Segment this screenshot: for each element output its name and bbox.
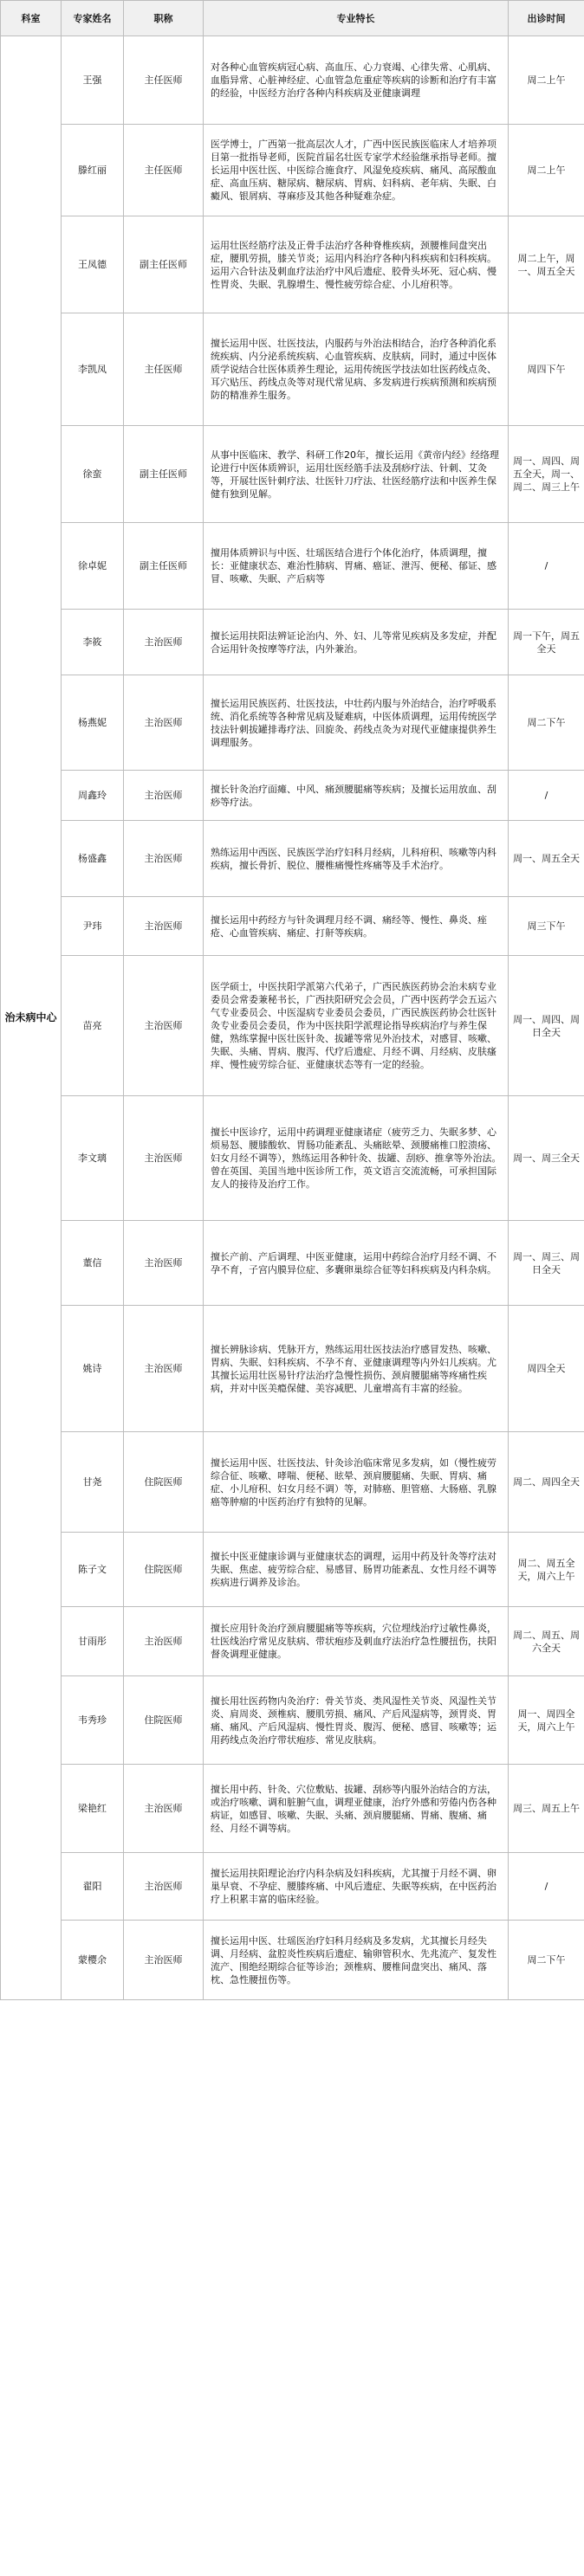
- expert-schedule: 周二、周四全天: [509, 1432, 584, 1533]
- table-row: [1, 1921, 584, 2000]
- expert-name: 梁艳红: [62, 1765, 124, 1853]
- expert-schedule: 周二、周五、周六全天: [509, 1607, 584, 1676]
- table-row: [1, 675, 584, 771]
- table-row: [1, 216, 584, 313]
- expert-schedule: 周三下午: [509, 897, 584, 956]
- expert-title: 主治医师: [124, 771, 204, 821]
- expert-schedule: 周一、周四全天，周六上午: [509, 1676, 584, 1765]
- expert-name: 甘雨彤: [62, 1607, 124, 1676]
- expert-title: 主治医师: [124, 675, 204, 771]
- expert-specialty: 擅长运用扶阳法辨证论治内、外、妇、儿等常见疾病及多发症，并配合运用针灸按摩等疗法，内外兼治。: [204, 610, 509, 675]
- expert-schedule: 周一下午，周五全天: [509, 610, 584, 675]
- expert-name: 杨盛鑫: [62, 821, 124, 897]
- expert-title: 主任医师: [124, 125, 204, 216]
- expert-schedule: 周二下午: [509, 1921, 584, 2000]
- expert-specialty: 擅长运用中药经方与针灸调理月经不调、痛经等、慢性、鼻炎、痤疮、心血管疾病、痛症、打鼾等疾病。: [204, 897, 509, 956]
- table-row: [1, 897, 584, 956]
- table-row: [1, 1607, 584, 1676]
- expert-name: 尹玮: [62, 897, 124, 956]
- header-title: 职称: [124, 1, 204, 36]
- expert-title: 主治医师: [124, 1853, 204, 1921]
- expert-specialty: 擅长运用中医、壮瑶医治疗妇科月经病及多发病，尤其擅长月经失调、月经病、盆腔炎性疾病后遗症、输卵管积水、先兆流产、复发性流产、围绝经期综合征等诊治；颈椎病、腰椎间盘突出、痛风、落枕、急性腰扭伤等。: [204, 1921, 509, 2000]
- table-row: [1, 313, 584, 426]
- expert-specialty: 从事中医临床、教学、科研工作20年，擅长运用《黄帝内经》经络理论进行中医体质辨识，运用壮医经筋手法及刮痧疗法、针刺、艾灸等，开展壮医针刺疗法、壮医针刀疗法、壮医经筋疗法和中医养生保健有独到见解。: [204, 426, 509, 523]
- expert-name: 陈子文: [62, 1533, 124, 1607]
- expert-specialty: 医学博士，广西第一批高层次人才，广西中医民族医临床人才培养项目第一批指导老师，医院首届名壮医专家学术经验继承指导老师。擅长运用中医壮医、中医综合施食疗、风湿免疫疾病、痛风、高尿酸血症、高血压病、糖尿病、糖尿病、胃病、妇科病、老年病、失眠、白癜风、银屑病、荨麻疹及其他各种疑难杂症。: [204, 125, 509, 216]
- expert-schedule: 周四下午: [509, 313, 584, 426]
- expert-specialty: 擅长运用中医、壮医技法、针灸诊治临床常见多发病，如（慢性疲劳综合征、咳嗽、哮喘、便秘、眩晕、颈肩腰腿痛、失眠、胃病、痛症、小儿疳积、妇女月经不调）等，对肺癌、胆管癌、大肠癌、乳腺癌等肿瘤的中医药治疗有独特的见解。: [204, 1432, 509, 1533]
- expert-title: 主治医师: [124, 821, 204, 897]
- expert-specialty: 擅长运用扶阳理论治疗内科杂病及妇科疾病，尤其擅于月经不调、卵巢早衰、不孕症、腰膝疼痛、中风后遗症、失眠等疾病，在中医药治疗上积累丰富的临床经验。: [204, 1853, 509, 1921]
- expert-name: 滕红丽: [62, 125, 124, 216]
- expert-name: 韦秀珍: [62, 1676, 124, 1765]
- expert-schedule: 周二上午，周一、周五全天: [509, 216, 584, 313]
- table-row: [1, 1221, 584, 1306]
- table-row: [1, 1432, 584, 1533]
- expert-schedule: 周一、周三全天: [509, 1096, 584, 1221]
- expert-title: 住院医师: [124, 1432, 204, 1533]
- expert-schedule: 周一、周五全天: [509, 821, 584, 897]
- expert-specialty: 擅长用壮医药物内灸治疗：骨关节炎、类风湿性关节炎、风湿性关节炎、肩周炎、颈椎病、腰肌劳损、痛风、产后风湿病等，颈胃炎、胃痛、痛风、产后风湿病、慢性胃炎、腹泻、便秘、感冒、咳嗽等；运用药线点灸治疗带状疱疹、常见皮肤病。: [204, 1676, 509, 1765]
- table-row: [1, 771, 584, 821]
- expert-title: 住院医师: [124, 1676, 204, 1765]
- expert-name: 董信: [62, 1221, 124, 1306]
- table-row: [1, 426, 584, 523]
- expert-name: 蒙樱余: [62, 1921, 124, 2000]
- header-expert-name: 专家姓名: [62, 1, 124, 36]
- header-schedule: 出诊时间: [509, 1, 584, 36]
- expert-specialty: 运用壮医经筋疗法及正骨手法治疗各种脊椎疾病，颈腰椎间盘突出症，腰肌劳损，膝关节炎；运用内科治疗各种内科疾病和妇科疾病。运用六合针法及刺血疗法治疗中风后遗症、胶骨头坏死、冠心病、慢性胃炎、失眠、乳腺增生、慢性疲劳综合症、小儿疳积等。: [204, 216, 509, 313]
- expert-title: 主治医师: [124, 1306, 204, 1432]
- expert-schedule: /: [509, 771, 584, 821]
- table-row: [1, 610, 584, 675]
- table-row: [1, 125, 584, 216]
- expert-specialty: 擅长中医诊疗，运用中药调理亚健康诸症（疲劳乏力、失眠多梦、心烦易怒、腰膝酸软、胃肠功能紊乱、头痛眩晕、颈腰痛椎口腔溃疡、妇女月经不调等），熟练运用各种针灸、拔罐、刮痧、推拿等外治法。曾在英国、美国当地中医诊所工作，英文语言交流流畅，可承担国际友人的接待及治疗工作。: [204, 1096, 509, 1221]
- expert-title: 主治医师: [124, 1765, 204, 1853]
- table-row: [1, 36, 584, 125]
- expert-title: 主治医师: [124, 1921, 204, 2000]
- table-row: [1, 523, 584, 610]
- expert-schedule: 周一、周四、周五全天，周一、周二、周三上午: [509, 426, 584, 523]
- table-header-row: [1, 1, 584, 36]
- expert-specialty: 擅长用中药、针灸、穴位敷贴、拔罐、刮痧等内服外治结合的方法，或治疗咳嗽、调和脏腑气血，调理亚健康，治疗外感和劳倦内伤各种病证，如感冒、咳嗽、失眠、头痛、颈肩腰腿痛、胃痛、腹痛、痛经、月经不调等病。: [204, 1765, 509, 1853]
- expert-name: 徐蛮: [62, 426, 124, 523]
- expert-title: 主任医师: [124, 313, 204, 426]
- table-row: [1, 1765, 584, 1853]
- header-dept: 科室: [1, 1, 62, 36]
- table-row: [1, 1853, 584, 1921]
- expert-name: 翟阳: [62, 1853, 124, 1921]
- expert-title: 主治医师: [124, 897, 204, 956]
- expert-name: 王强: [62, 36, 124, 125]
- expert-specialty: 擅长应用针灸治疗颈肩腰腿痛等等疾病，穴位埋线治疗过敏性鼻炎，壮医线治疗常见皮肤病、带状疱疹及刺血疗法治疗急性腰扭伤，扶阳督灸调理亚健康。: [204, 1607, 509, 1676]
- table-row: [1, 821, 584, 897]
- table-row: [1, 1306, 584, 1432]
- department-cell: 治未病中心: [1, 36, 62, 2000]
- expert-schedule: 周二上午: [509, 125, 584, 216]
- expert-name: 李筱: [62, 610, 124, 675]
- header-specialty: 专业特长: [204, 1, 509, 36]
- expert-title: 住院医师: [124, 1533, 204, 1607]
- table-row: [1, 1533, 584, 1607]
- expert-specialty: 擅长运用中医、壮医技法，内服药与外治法相结合，治疗各种消化系统疾病、内分泌系统疾病、心血管疾病、皮肤病，同时，通过中医体质学说结合壮医体质养生理论，运用传统医学技法如壮医药线点灸、耳穴贴压、药线点灸等对现代常见病、多发病进行疾病预测和疾病预防的精准养生服务。: [204, 313, 509, 426]
- expert-name: 王凤德: [62, 216, 124, 313]
- expert-name: 姚诗: [62, 1306, 124, 1432]
- expert-title: 副主任医师: [124, 523, 204, 610]
- expert-title: 主治医师: [124, 1607, 204, 1676]
- expert-schedule: 周一、周三、周日全天: [509, 1221, 584, 1306]
- expert-specialty: 擅长运用民族医药、壮医技法，中壮药内服与外治结合，治疗呼吸系统、消化系统等各种常见病及疑难病，中医体质调理，运用传统医学技法针刺拔罐排毒疗法、回旋灸、药线点灸为对现代亚健康提供养生调理服务。: [204, 675, 509, 771]
- expert-specialty: 擅长产前、产后调理、中医亚健康，运用中药综合治疗月经不调、不孕不育，子宫内膜异位症、多囊卵巢综合征等妇科疾病及内科杂病。: [204, 1221, 509, 1306]
- expert-title: 副主任医师: [124, 426, 204, 523]
- expert-title: 副主任医师: [124, 216, 204, 313]
- expert-name: 周鑫玲: [62, 771, 124, 821]
- expert-name: 徐卓妮: [62, 523, 124, 610]
- expert-name: 李文璃: [62, 1096, 124, 1221]
- expert-specialty: 擅长辨脉诊病、凭脉开方，熟练运用壮医技法治疗感冒发热、咳嗽、胃病、失眠、妇科疾病、不孕不育、亚健康调理等内外妇儿疾病。尤其擅长运用壮医易针疗法治疗急慢性损伤、颈肩腰腿痛等疼痛性疾病，并对中医美瘾保健、美容减肥、儿童增高有丰富的经验。: [204, 1306, 509, 1432]
- expert-schedule: 周二上午: [509, 36, 584, 125]
- expert-specialty: 医学硕士，中医扶阳学派第六代弟子，广西民族医药协会治未病专业委员会常委兼秘书长，广西扶阳研究会会员，广西中医药学会五运六气专业委员会、中医湿病专业委员会委员，广西民族医药协会壮医针灸专业委员会委员，作为中医扶阳学派理论指导疾病治疗与养生保健，熟练掌握中医壮医针灸、拔罐等常见外治技术，对感冒、咳嗽、失眠、头痛、胃病、腹泻、代疗后遗症、月经不调、月经病、皮肤瘙痒、慢性疲劳综合征、亚健康状态等有一定的经验。: [204, 956, 509, 1096]
- expert-schedule: 周二下午: [509, 675, 584, 771]
- expert-title: 主治医师: [124, 610, 204, 675]
- expert-name: 苗亮: [62, 956, 124, 1096]
- expert-specialty: 熟练运用中西医、民族医学治疗妇科月经病，儿科疳积、咳嗽等内科疾病，擅长骨折、脱位、腰椎痛慢性疼痛等及手术治疗。: [204, 821, 509, 897]
- expert-name: 杨燕妮: [62, 675, 124, 771]
- table-row: [1, 1096, 584, 1221]
- table-row: [1, 956, 584, 1096]
- expert-schedule: 周一、周四、周日全天: [509, 956, 584, 1096]
- expert-specialty: 对各种心血管疾病冠心病、高血压、心力衰竭、心律失常、心肌病、血脂异常、心脏神经症、心血管急危重症等疾病的诊断和治疗有丰富的经验，中医经方治疗各种内科疾病及亚健康调理: [204, 36, 509, 125]
- expert-title: 主治医师: [124, 956, 204, 1096]
- expert-specialty: 擅用体质辨识与中医、壮瑶医结合进行个体化治疗，体质调理，擅长：亚健康状态、难治性肺病、胃痛、癌证、泄泻、便秘、郁证、感冒、咳嗽、失眠、产后病等: [204, 523, 509, 610]
- table-row: [1, 1676, 584, 1765]
- expert-specialty: 擅长中医亚健康诊调与亚健康状态的调理，运用中药及针灸等疗法对失眠、焦虑、疲劳综合症、易感冒、肠胃功能紊乱、女性月经不调等疾病进行调养及诊治。: [204, 1533, 509, 1607]
- expert-schedule: /: [509, 1853, 584, 1921]
- expert-specialty: 擅长针灸治疗面瘫、中风、痛颈腰腿痛等疾病；及擅长运用放血、刮痧等疗法。: [204, 771, 509, 821]
- expert-title: 主治医师: [124, 1221, 204, 1306]
- expert-name: 甘尧: [62, 1432, 124, 1533]
- expert-schedule: 周三、周五上午: [509, 1765, 584, 1853]
- expert-schedule: /: [509, 523, 584, 610]
- expert-schedule: 周二、周五全天，周六上午: [509, 1533, 584, 1607]
- expert-name: 李凯凤: [62, 313, 124, 426]
- expert-schedule: 周四全天: [509, 1306, 584, 1432]
- expert-title: 主任医师: [124, 36, 204, 125]
- expert-title: 主治医师: [124, 1096, 204, 1221]
